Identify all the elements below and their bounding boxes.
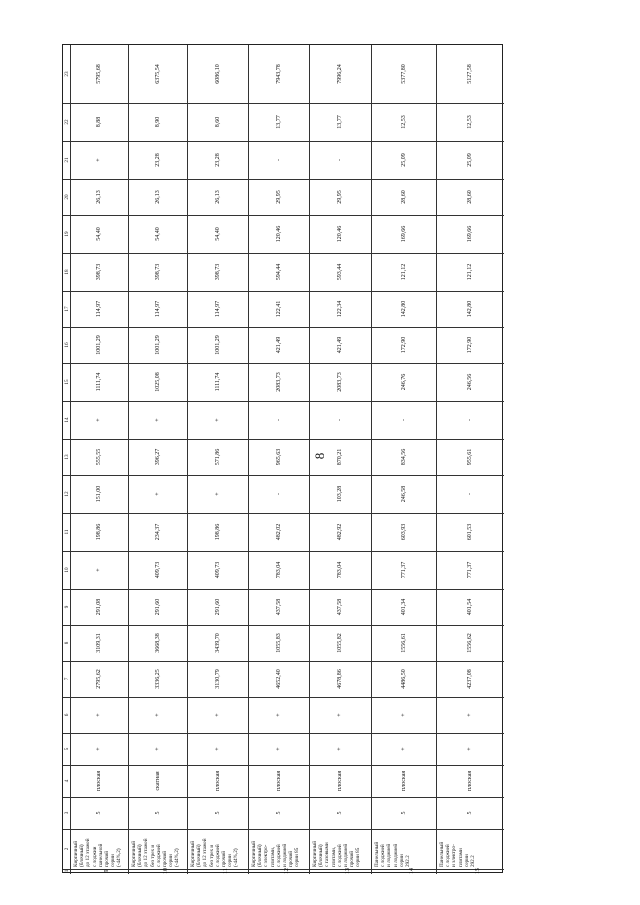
table-cell: 6086,10 (214, 64, 221, 84)
table-cell: + (337, 747, 343, 751)
table-cell: + (275, 747, 282, 751)
row-name: Кирпичный (блочный) с электро- плитами, с лоджией и лоджией прочий серии 85 (251, 840, 301, 867)
table-cell: 437,58 (337, 598, 343, 616)
row-number: 11 (222, 868, 229, 874)
column-number: 6 (63, 713, 70, 717)
table-cell: 398,73 (214, 263, 221, 281)
table-cell: 5 (275, 811, 282, 815)
table-cell: - (275, 493, 282, 495)
table-cell: + (96, 747, 102, 751)
table-cell: + (96, 568, 102, 572)
table-cell: 169,66 (467, 225, 473, 243)
table-cell: 3439,70 (214, 633, 221, 653)
column-number: 21 (63, 157, 70, 163)
table-cell: 12,53 (467, 115, 473, 129)
table-cell: 8,88 (96, 116, 102, 128)
table-cell: 120,46 (337, 225, 343, 243)
table-sheet (62, 44, 503, 873)
table-cell: 1025,08 (154, 372, 161, 392)
table-cell: 5795,68 (96, 64, 102, 84)
column-number: 15 (63, 379, 70, 385)
table-cell: плоская (400, 770, 407, 792)
column-number: 2 (63, 847, 70, 851)
table-cell: 5 (214, 811, 221, 815)
table-cell: 172,90 (400, 336, 407, 354)
table-cell: 8,90 (154, 116, 161, 128)
table-cell: - (275, 159, 282, 161)
table-cell: 5 (337, 811, 343, 815)
table-cell: 1556,62 (467, 633, 473, 653)
table-cell: + (467, 747, 473, 751)
table-cell: + (154, 492, 161, 496)
table-cell: 54,40 (214, 227, 221, 241)
table-cell: 198,86 (214, 523, 221, 541)
table-cell: 421,49 (275, 336, 282, 354)
table-cell: 834,56 (400, 448, 407, 466)
table-cell: 7943,78 (275, 64, 282, 84)
table-cell: 13,77 (275, 115, 282, 129)
table-cell: 26,13 (96, 190, 102, 204)
column-number: 13 (63, 454, 70, 460)
table-cell: 28,60 (400, 190, 407, 204)
table-cell: 114,97 (154, 300, 161, 318)
table-cell: 555,55 (96, 448, 102, 466)
row-number: 9 (104, 869, 110, 873)
row-number: 15 (475, 868, 481, 874)
table-cell: 120,46 (275, 225, 282, 243)
table-cell: 234,37 (154, 523, 161, 541)
table-cell: 8,60 (214, 116, 221, 128)
table-cell: 26,13 (214, 190, 221, 204)
row-name: Панельный с лоджией и лоджией и лоджией серии 292.2 (374, 841, 412, 867)
table-cell: 771,37 (400, 561, 407, 579)
table-cell: 4486,50 (400, 669, 407, 689)
row-name: Панельный с лоджией и электро- плитами серии 292.2 (439, 841, 477, 867)
row-number: 14 (408, 868, 415, 874)
table-cell: 121,12 (467, 263, 473, 281)
row-number: 10 (162, 868, 169, 874)
column-number: 14 (63, 417, 70, 423)
table-cell: 13,77 (337, 115, 343, 129)
table-cell: 4678,86 (337, 669, 343, 689)
table-cell: 955,61 (467, 448, 473, 466)
table-cell: 26,13 (154, 190, 161, 204)
table-cell: 1111,74 (214, 372, 221, 392)
table-cell: плоская (337, 770, 343, 792)
table-cell: 601,53 (467, 523, 473, 541)
table-cell: 3668,38 (154, 633, 161, 653)
row-number: 13 (345, 868, 351, 874)
table-cell: + (400, 713, 407, 717)
table-cell: 6375,54 (154, 64, 161, 84)
table-cell: плоская (467, 770, 473, 792)
page-number: 8 (312, 452, 327, 460)
table-cell: 23,28 (154, 153, 161, 167)
table-cell: 482,02 (275, 523, 282, 541)
table-cell: 291,60 (214, 598, 221, 616)
table-cell: плоская (96, 770, 102, 792)
table-cell: + (154, 418, 161, 422)
table-cell: + (214, 492, 221, 496)
table-cell: 28,60 (467, 190, 473, 204)
table-cell: 571,86 (214, 448, 221, 466)
table-cell: 246,56 (467, 373, 473, 391)
table-cell: 5 (154, 811, 161, 815)
column-number: 12 (63, 491, 70, 497)
table-cell: 3336,25 (154, 669, 161, 689)
table-cell: 246,76 (400, 373, 407, 391)
table-cell: 5127,58 (467, 64, 473, 84)
column-number: 23 (63, 71, 70, 77)
table-cell: 593,44 (337, 263, 343, 281)
column-number: 10 (63, 567, 70, 573)
table-cell: + (96, 713, 102, 717)
table-cell: плоская (275, 770, 282, 792)
row-name: Кирпичный (блочный) до 12 этажей без трех и с лоджией прочий серии (-44%,2) (190, 838, 240, 867)
table-cell: 172,90 (467, 336, 473, 354)
column-number: 17 (63, 306, 70, 312)
table-cell: 5377,80 (400, 64, 407, 84)
column-number: 16 (63, 342, 70, 348)
table-cell: + (337, 713, 343, 717)
column-number: 8 (63, 641, 70, 645)
column-number: 4 (63, 779, 70, 783)
table-cell: + (214, 747, 221, 751)
table-cell: 114,97 (96, 300, 102, 318)
table-cell: + (96, 158, 102, 162)
table-cell: 3130,79 (214, 669, 221, 689)
row-name: Кирпичный (блочный) до 12 этажей с лоджии панельной прочий серии (-44%,2) (73, 838, 123, 867)
column-number: 9 (63, 605, 70, 609)
table-cell: 1556,61 (400, 633, 407, 653)
table-cell: 5 (96, 811, 102, 815)
table-cell: 198,86 (96, 523, 102, 541)
table-cell: 1111,74 (96, 372, 102, 392)
table-cell: - (467, 493, 473, 495)
table-cell: - (400, 419, 407, 421)
table-cell: 142,80 (467, 300, 473, 318)
row-name: Кирпичный (блочный) до 12 этажей без трех и с лоджией прочий серии (-44%,2) (131, 838, 181, 867)
table-cell: 5 (400, 811, 407, 815)
table-cell: 291,08 (96, 598, 102, 616)
table-cell: + (214, 418, 221, 422)
table-cell: 437,58 (275, 598, 282, 616)
table-cell: 594,44 (275, 263, 282, 281)
table-cell: - (337, 419, 343, 421)
table-cell: 29,95 (275, 190, 282, 204)
table-cell: 2083,73 (337, 372, 343, 392)
table-cell: 103,28 (337, 485, 343, 503)
table-cell: 1055,82 (337, 633, 343, 653)
table-cell: 12,53 (400, 115, 407, 129)
column-number: 7 (63, 677, 70, 681)
table-cell: 121,12 (400, 263, 407, 281)
table-cell: - (467, 419, 473, 421)
table-cell: 1001,29 (96, 335, 102, 355)
table-cell: 401,54 (467, 598, 473, 616)
table-cell: + (154, 713, 161, 717)
table-cell: + (275, 713, 282, 717)
table-cell: плоская (214, 770, 221, 792)
table-cell: скатная (154, 771, 161, 791)
column-number: 19 (63, 231, 70, 237)
table-cell: + (400, 747, 407, 751)
table-cell: 771,37 (467, 561, 473, 579)
table-cell: 870,21 (337, 448, 343, 466)
table-cell: 25,09 (400, 153, 407, 167)
table-cell: 409,73 (154, 561, 161, 579)
table-cell: 291,60 (154, 598, 161, 616)
row-number: 12 (283, 868, 290, 874)
column-number: 3 (63, 811, 70, 815)
table-cell: 142,80 (400, 300, 407, 318)
table-cell: 783,04 (275, 561, 282, 579)
table-cell: 2083,73 (275, 372, 282, 392)
table-cell: 409,73 (214, 561, 221, 579)
table-cell: 1001,29 (214, 335, 221, 355)
table-cell: 54,40 (154, 227, 161, 241)
row-name: Кирпичный (блочный) с газовыми плитами, с лоджией и лоджией прочий серии 85 (312, 840, 362, 867)
table-cell: 246,58 (400, 485, 407, 503)
table-cell: 1001,29 (154, 335, 161, 355)
table-cell: - (337, 159, 343, 161)
column-number: 5 (63, 747, 70, 751)
table-cell: 401,34 (400, 598, 407, 616)
table-cell: 398,73 (96, 263, 102, 281)
table-cell: 23,28 (214, 153, 221, 167)
table-cell: 4652,40 (275, 669, 282, 689)
table-cell: 2795,62 (96, 669, 102, 689)
column-number: 1 (63, 869, 70, 873)
table-cell: 122,34 (337, 300, 343, 318)
table-cell: 398,73 (154, 263, 161, 281)
table-cell: 7996,24 (337, 64, 343, 84)
table-cell: + (214, 713, 221, 717)
table-cell: 421,49 (337, 336, 343, 354)
table-cell: 5 (467, 811, 473, 815)
table-cell: 122,41 (275, 300, 282, 318)
column-number: 18 (63, 269, 70, 275)
table-cell: 25,09 (467, 153, 473, 167)
column-number: 11 (63, 529, 70, 535)
table-cell: 396,27 (154, 448, 161, 466)
table-cell: 54,40 (96, 227, 102, 241)
table-cell: 29,95 (337, 190, 343, 204)
table-cell: 1055,83 (275, 633, 282, 653)
table-cell: 965,63 (275, 448, 282, 466)
table-cell: 3109,31 (96, 633, 102, 653)
table-cell: 151,00 (96, 485, 102, 503)
table-cell: - (275, 419, 282, 421)
table-cell: 783,04 (337, 561, 343, 579)
table-cell: 4237,08 (467, 669, 473, 689)
table-cell: 482,92 (337, 523, 343, 541)
table-cell: + (96, 418, 102, 422)
table-cell: 169,66 (400, 225, 407, 243)
column-number: 20 (63, 194, 70, 200)
table-cell: 114,97 (214, 300, 221, 318)
table-cell: + (467, 713, 473, 717)
table-cell: 603,93 (400, 523, 407, 541)
table-cell: + (154, 747, 161, 751)
column-number: 22 (63, 119, 70, 125)
